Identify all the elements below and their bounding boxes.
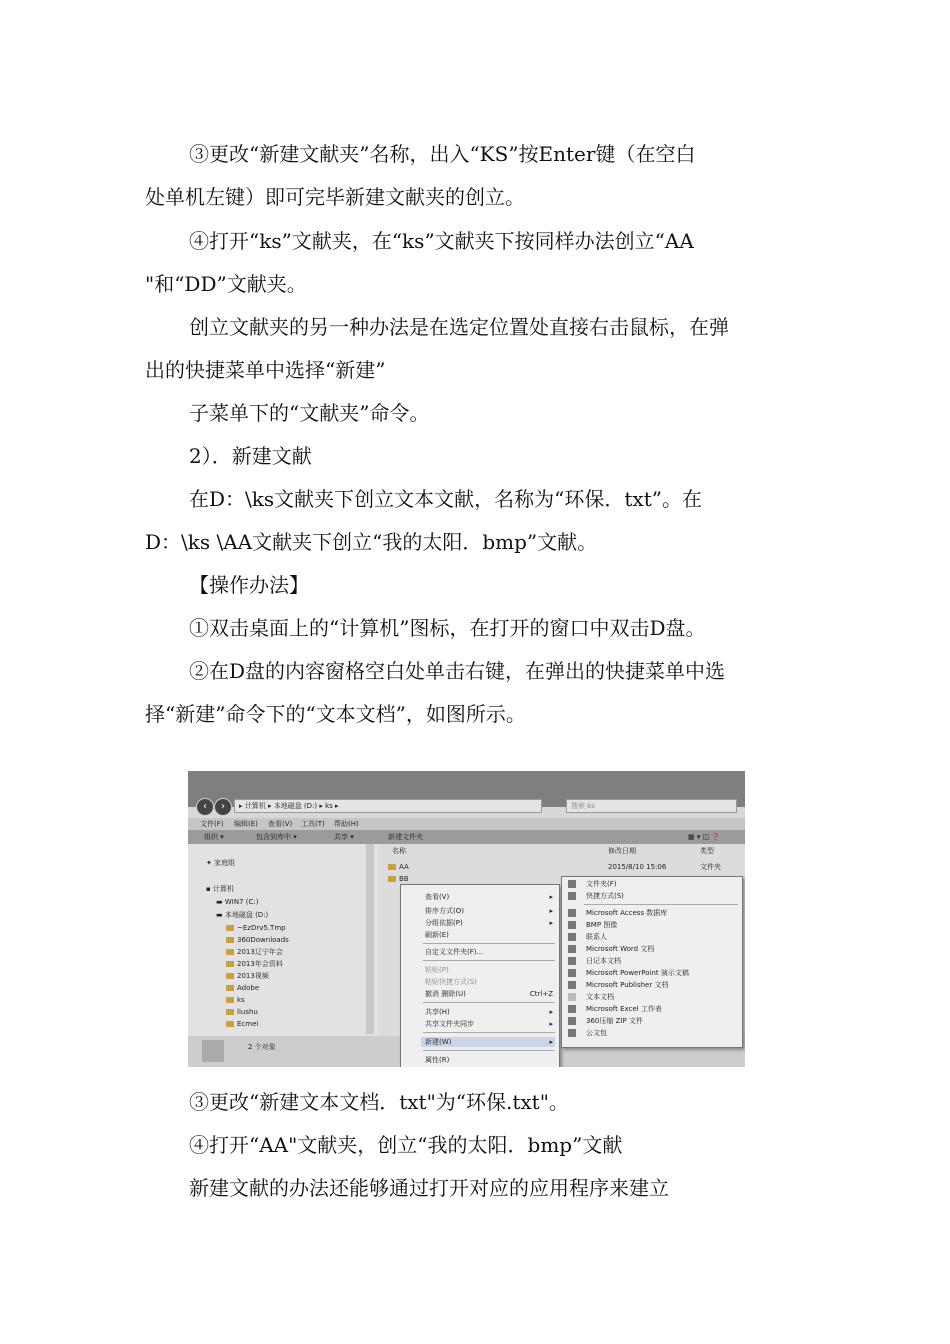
chevron-right-icon: ▸: [549, 907, 553, 915]
include-library-button[interactable]: 包含到库中 ▾: [256, 833, 297, 841]
chevron-right-icon: ▸: [549, 1038, 553, 1046]
menu-edit[interactable]: 编辑(E): [234, 820, 258, 828]
menu-item-group[interactable]: 分组依据(P): [425, 919, 463, 927]
chevron-right-icon: ▸: [549, 1020, 553, 1028]
drive-icon: ▬: [216, 911, 225, 919]
submenu-item[interactable]: 360压缩 ZIP 文件: [586, 1017, 643, 1025]
menu-file[interactable]: 文件(F): [200, 820, 224, 828]
publisher-icon: [568, 981, 576, 989]
access-icon: [568, 909, 576, 917]
address-path: ▸ 计算机 ▸ 本地磁盘 (D:) ▸ ks ▸: [239, 802, 339, 810]
paragraph: D：\ks \AA文献夹下创立“我的太阳．bmp”文献。: [145, 530, 598, 554]
menu-item-share-sync[interactable]: 共享文件夹同步: [425, 1020, 474, 1028]
paragraph: ②在D盘的内容窗格空白处单击右键，在弹出的快捷菜单中选: [189, 659, 726, 683]
paragraph: 子菜单下的“文献夹”命令。: [189, 401, 430, 425]
nav-homegroup[interactable]: ✦ 家庭组: [206, 859, 236, 867]
folder-icon: [568, 880, 576, 888]
submenu-item[interactable]: Microsoft Access 数据库: [586, 909, 668, 917]
menu-divider: [423, 1032, 555, 1033]
menu-item-paste[interactable]: 粘贴(P): [425, 966, 449, 974]
submenu-item[interactable]: Microsoft Word 文档: [586, 945, 655, 953]
paragraph: ④打开“AA"文献夹，创立“我的太阳．bmp”文献: [189, 1133, 623, 1157]
file-date: 2015/8/10 15:06: [608, 863, 667, 871]
text-document-icon: [568, 993, 576, 1001]
search-input[interactable]: 搜索 ks: [566, 799, 737, 813]
folder-icon: [226, 985, 234, 991]
new-submenu: [561, 876, 743, 1048]
menu-item-properties[interactable]: 属性(R): [425, 1056, 450, 1064]
folder-icon: [226, 973, 234, 979]
explorer-screenshot: [188, 771, 745, 1067]
submenu-item-text-document[interactable]: 文本文档: [586, 993, 614, 1001]
paragraph: ④打开“ks”文献夹，在“ks”文献夹下按同样办法创立“AA: [189, 229, 694, 253]
nav-d-drive[interactable]: ▬ 本地磁盘 (D:): [216, 911, 269, 919]
navigation-pane: [188, 844, 378, 1036]
nav-folder[interactable]: Adobe: [226, 983, 259, 993]
section-heading: 2）．新建文献: [189, 444, 312, 468]
nav-folder[interactable]: 2013视频: [226, 971, 269, 981]
folder-icon: [226, 937, 234, 943]
image-icon: [568, 921, 576, 929]
menu-divider: [423, 1050, 555, 1051]
nav-folder[interactable]: ks: [226, 995, 245, 1005]
menu-view[interactable]: 查看(V): [268, 820, 293, 828]
column-date[interactable]: 修改日期: [608, 847, 636, 855]
paragraph: 【操作办法】: [189, 573, 309, 597]
file-type: 文件夹: [700, 863, 721, 871]
submenu-item[interactable]: Microsoft Excel 工作表: [586, 1005, 662, 1013]
column-type[interactable]: 类型: [700, 847, 714, 855]
address-bar-area: [188, 771, 745, 812]
submenu-item[interactable]: 文件夹(F): [586, 880, 617, 888]
submenu-item[interactable]: 公文包: [586, 1029, 607, 1037]
menu-item-sort[interactable]: 排序方式(O): [425, 907, 464, 915]
nav-folder[interactable]: liushu: [226, 1007, 258, 1017]
submenu-item[interactable]: BMP 图像: [586, 921, 618, 929]
paragraph: ③更改“新建文本文档．txt"为“环保.txt"。: [189, 1090, 569, 1114]
briefcase-icon: [568, 1029, 576, 1037]
paragraph: 创立文献夹的另一种办法是在选定位置处直接右击鼠标，在弹: [189, 315, 729, 339]
menu-item-undo[interactable]: 撤消 删除(U): [425, 990, 466, 998]
menu-item-refresh[interactable]: 刷新(E): [425, 931, 449, 939]
command-bar: [188, 830, 745, 844]
share-button[interactable]: 共享 ▾: [334, 833, 354, 841]
address-field[interactable]: [234, 799, 542, 813]
scrollbar[interactable]: [366, 844, 374, 1034]
chevron-right-icon: ▸: [549, 1008, 553, 1016]
menu-divider: [423, 960, 555, 961]
folder-icon: [226, 1021, 234, 1027]
nav-folder[interactable]: 2013辽宁年会: [226, 947, 283, 957]
menu-bar: [188, 818, 745, 830]
nav-folder[interactable]: 2013年会资料: [226, 959, 283, 969]
nav-folder[interactable]: Ecmei: [226, 1019, 258, 1029]
folder-icon: [226, 1009, 234, 1015]
computer-icon: ▪: [206, 885, 213, 893]
nav-c-drive[interactable]: ▬ WIN7 (C:): [216, 898, 259, 906]
paragraph: 处单机左键）即可完毕新建文献夹的创立。: [145, 185, 525, 209]
drive-icon: ▬: [216, 898, 225, 906]
folder-icon: [388, 876, 396, 882]
menu-divider: [423, 943, 555, 944]
file-row[interactable]: AA: [388, 862, 409, 872]
forward-icon[interactable]: ›: [214, 798, 232, 816]
paragraph: 出的快捷菜单中选择“新建”: [145, 358, 386, 382]
word-icon: [568, 945, 576, 953]
shortcut-label: Ctrl+Z: [529, 990, 553, 998]
contact-icon: [568, 933, 576, 941]
organize-button[interactable]: 组织 ▾: [204, 833, 224, 841]
menu-divider: [584, 904, 738, 905]
chevron-right-icon: ▸: [549, 919, 553, 927]
menu-help[interactable]: 帮助(H): [334, 820, 359, 828]
paragraph: 新建文献的办法还能够通过打开对应的应用程序来建立: [189, 1176, 669, 1200]
paragraph: "和“DD”文献夹。: [145, 272, 307, 296]
journal-icon: [568, 957, 576, 965]
submenu-item[interactable]: 快捷方式(S): [586, 892, 624, 900]
column-name[interactable]: 名称: [392, 847, 406, 855]
menu-item-share[interactable]: 共享(H): [425, 1008, 450, 1016]
folder-icon: [226, 997, 234, 1003]
folder-icon: [226, 925, 234, 931]
paragraph: ①双击桌面上的“计算机”图标，在打开的窗口中双击D盘。: [189, 616, 706, 640]
back-icon[interactable]: ‹: [196, 798, 214, 816]
file-row[interactable]: BB: [388, 874, 409, 884]
nav-folder[interactable]: ~EzDrv5.Tmp: [226, 923, 286, 933]
excel-icon: [568, 1005, 576, 1013]
menu-item-customize[interactable]: 自定义文件夹(F)...: [425, 948, 484, 956]
folder-icon: [388, 864, 396, 870]
paragraph: 择“新建”命令下的“文本文档”，如图所示。: [145, 702, 526, 726]
zip-icon: [568, 1017, 576, 1025]
powerpoint-icon: [568, 969, 576, 977]
submenu-item[interactable]: Microsoft Publisher 文档: [586, 981, 669, 989]
paragraph: 在D：\ks文献夹下创立文本文献，名称为“环保．txt”。在: [189, 487, 702, 511]
submenu-item[interactable]: 日记本文档: [586, 957, 621, 965]
status-text: 2 个对象: [248, 1043, 276, 1051]
menu-item-paste-shortcut[interactable]: 粘贴快捷方式(S): [425, 978, 477, 986]
menu-divider: [423, 1002, 555, 1003]
homegroup-icon: ✦: [206, 859, 215, 867]
paragraph: ③更改“新建文献夹”名称，出入“KS”按Enter键（在空白: [189, 142, 696, 166]
context-menu: [400, 884, 560, 1067]
folder-large-icon: [202, 1040, 224, 1062]
shortcut-icon: [568, 892, 576, 900]
menu-item-view[interactable]: 查看(V): [425, 893, 450, 901]
new-folder-button[interactable]: 新建文件夹: [388, 833, 423, 841]
submenu-item[interactable]: 联系人: [586, 933, 607, 941]
submenu-item[interactable]: Microsoft PowerPoint 演示文稿: [586, 969, 689, 977]
nav-folder[interactable]: 360Downloads: [226, 935, 289, 945]
folder-icon: [226, 961, 234, 967]
menu-tools[interactable]: 工具(T): [301, 820, 325, 828]
menu-item-new[interactable]: 新建(W): [421, 1037, 555, 1047]
chevron-right-icon: ▸: [549, 893, 553, 901]
folder-icon: [226, 949, 234, 955]
nav-computer[interactable]: ▪ 计算机: [206, 885, 234, 893]
view-options-icon[interactable]: ▦ ▾ ◫ ❓: [688, 833, 721, 841]
